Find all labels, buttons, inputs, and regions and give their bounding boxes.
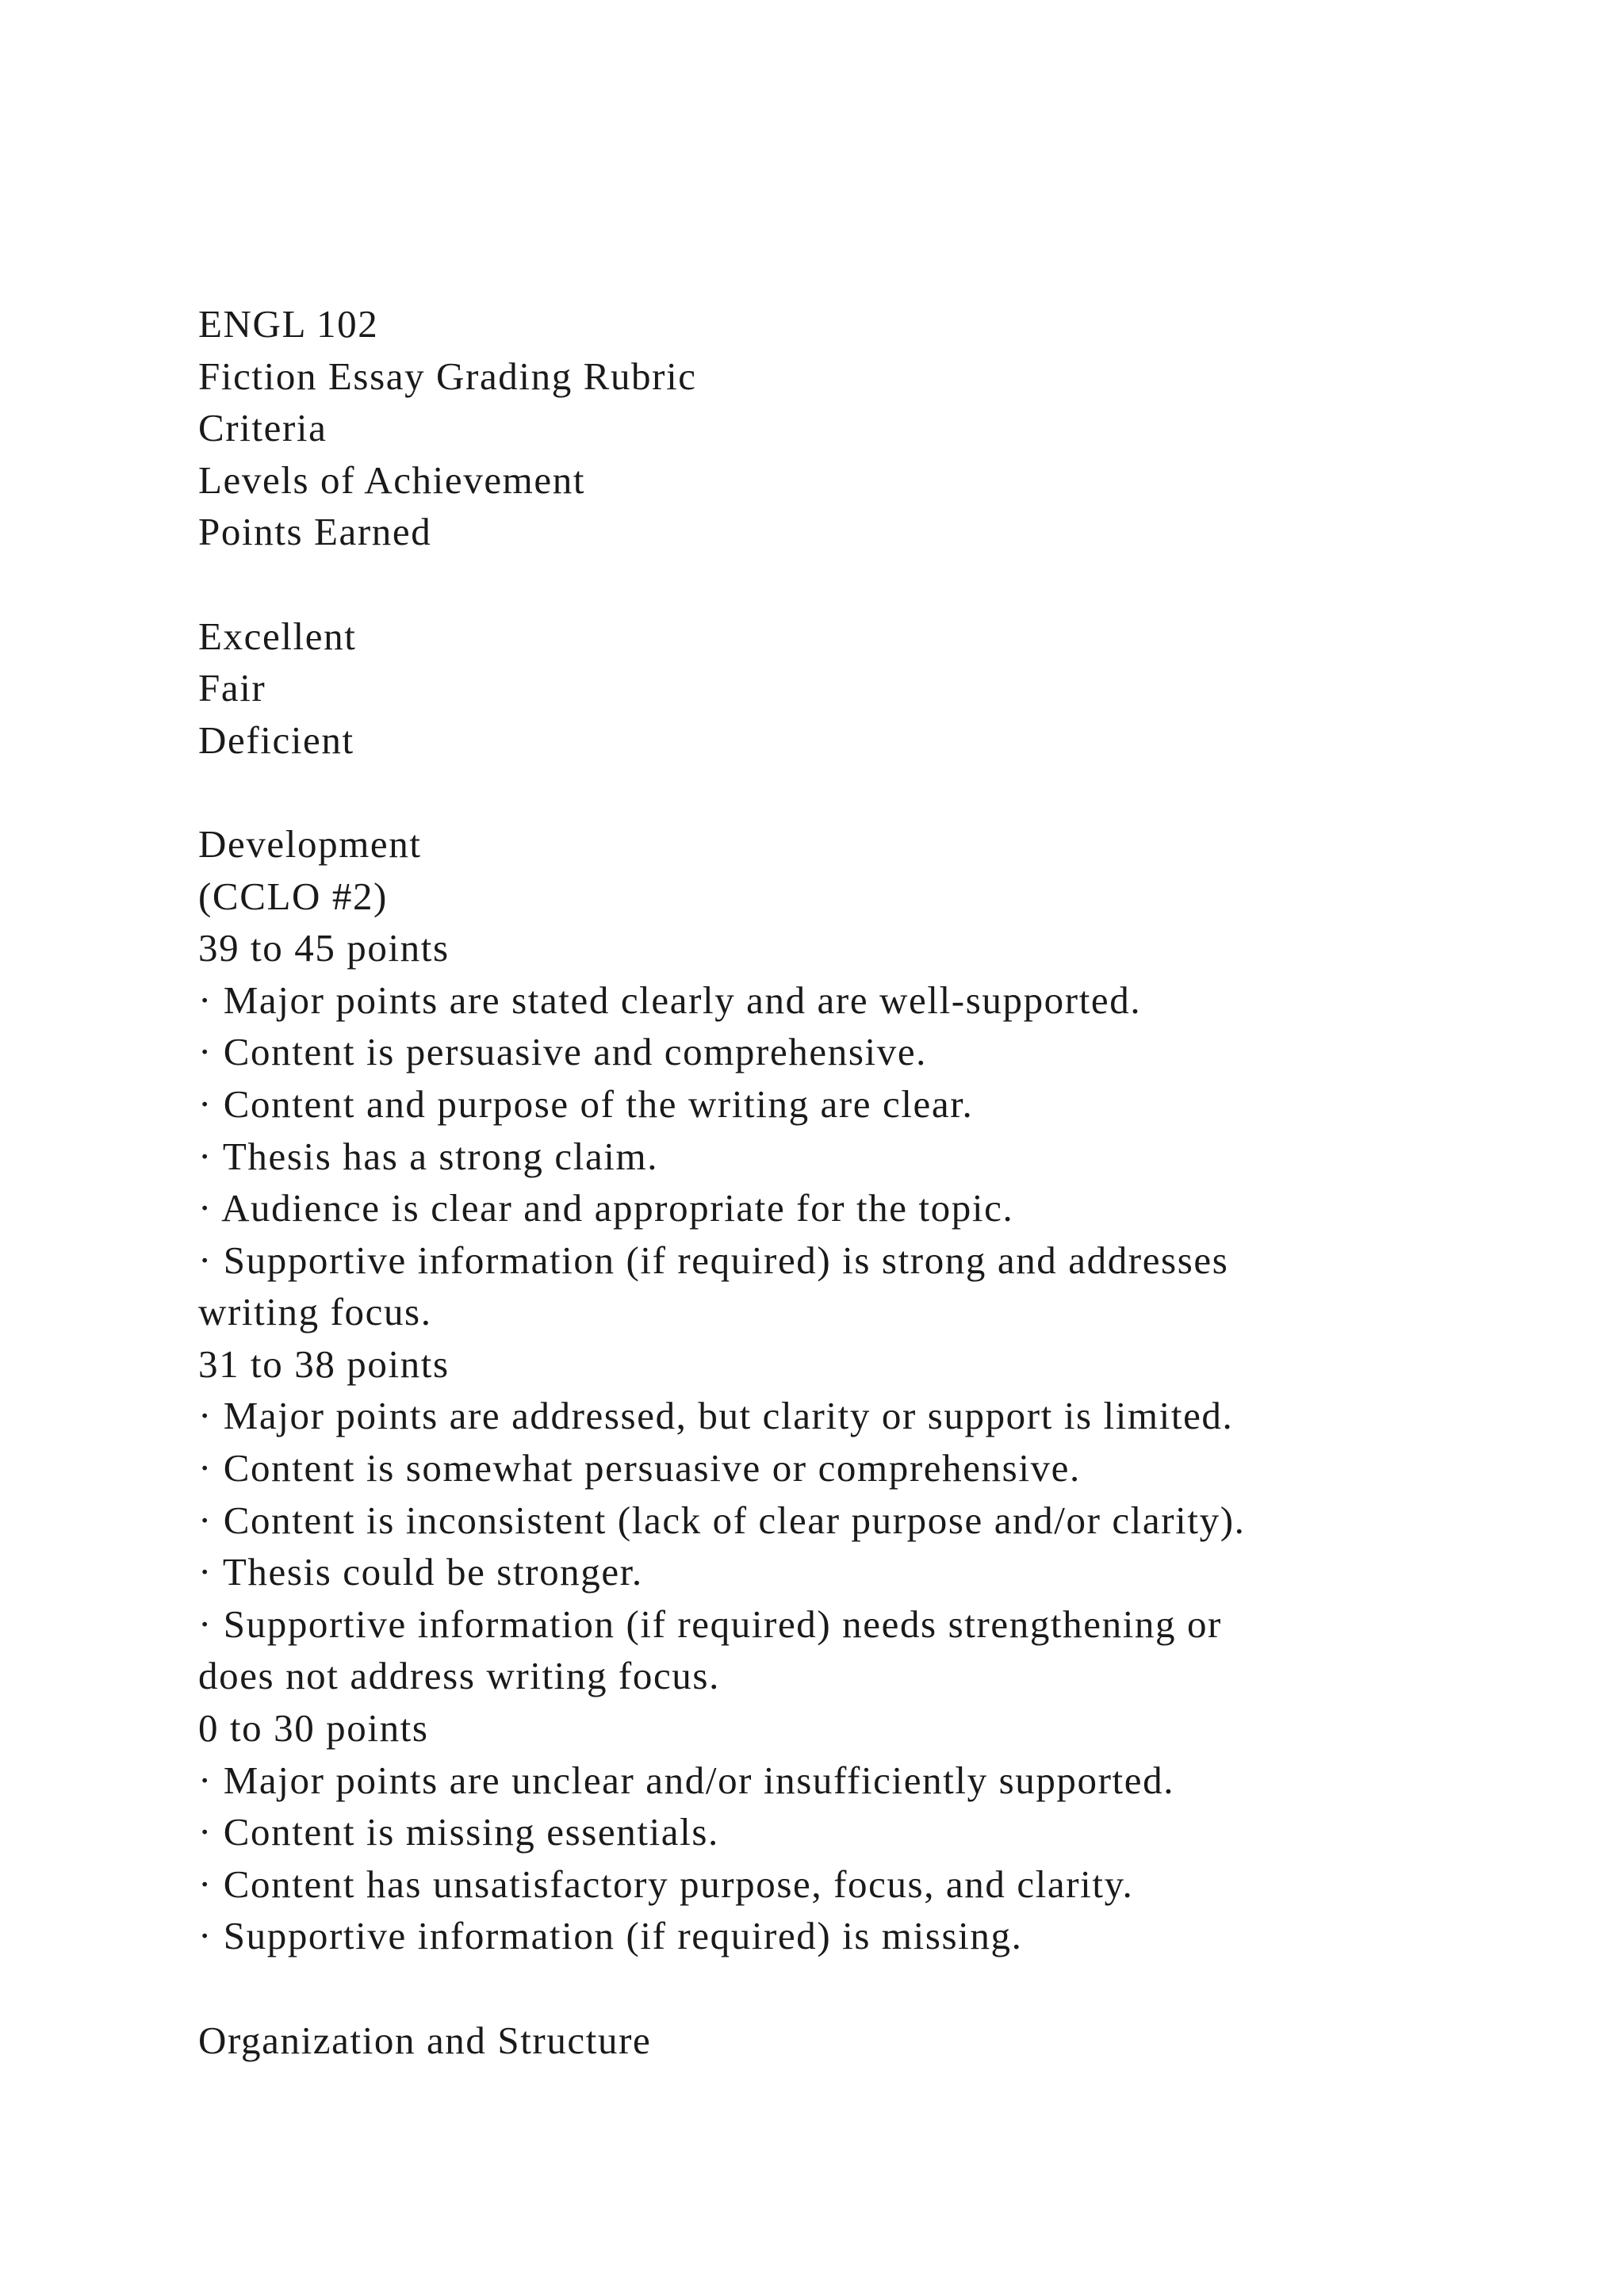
criterion-line: · Content is inconsistent (lack of clear purpose and/or clarity). [198, 1498, 1246, 1542]
criterion-line: · Content has unsatisfactory purpose, focus, and clarity. [198, 1862, 1134, 1906]
blank-line [198, 1962, 1546, 2015]
level-fair: Fair [198, 666, 266, 710]
section-name-organization: Organization and Structure [198, 2018, 652, 2062]
tier-range-excellent: 39 to 45 points [198, 926, 450, 970]
criterion-line: · Audience is clear and appropriate for the topic. [198, 1186, 1014, 1230]
criterion-line: · Supportive information (if required) is missing. [198, 1914, 1023, 1958]
document-title: Fiction Essay Grading Rubric [198, 354, 697, 398]
criterion-line: · Thesis could be stronger. [198, 1550, 643, 1594]
level-deficient: Deficient [198, 718, 354, 762]
criterion-line: writing focus. [198, 1290, 432, 1334]
rubric-text [198, 298, 1546, 2066]
section-code-development: (CCLO #2) [198, 874, 388, 918]
criterion-line: · Content is missing essentials. [198, 1810, 719, 1854]
criterion-line: · Thesis has a strong claim. [198, 1134, 659, 1178]
criterion-line: does not address writing focus. [198, 1654, 720, 1698]
blank-line [198, 766, 1546, 818]
header-criteria: Criteria [198, 406, 327, 450]
tier-range-deficient: 0 to 30 points [198, 1706, 429, 1751]
criterion-line: · Content is persuasive and comprehensive. [198, 1030, 928, 1074]
criterion-line: · Content and purpose of the writing are clear. [198, 1081, 974, 1126]
criterion-line: · Supportive information (if required) needs strengthening or [198, 1601, 1222, 1646]
criterion-line: · Supportive information (if required) is strong and addresses [198, 1238, 1229, 1282]
criterion-line: · Content is somewhat persuasive or comprehensive. [198, 1446, 1081, 1490]
header-points: Points Earned [198, 510, 432, 554]
tier-range-fair: 31 to 38 points [198, 1341, 450, 1386]
section-name-development: Development [198, 821, 422, 866]
course-code: ENGL 102 [198, 302, 379, 346]
level-excellent: Excellent [198, 614, 357, 658]
criterion-line: · Major points are unclear and/or insufficiently supported. [198, 1758, 1175, 1802]
blank-line [198, 558, 1546, 610]
criterion-line: · Major points are addressed, but clarity or support is limited. [198, 1394, 1234, 1438]
criterion-line: · Major points are stated clearly and are well-supported. [198, 978, 1142, 1022]
header-levels: Levels of Achievement [198, 457, 586, 502]
